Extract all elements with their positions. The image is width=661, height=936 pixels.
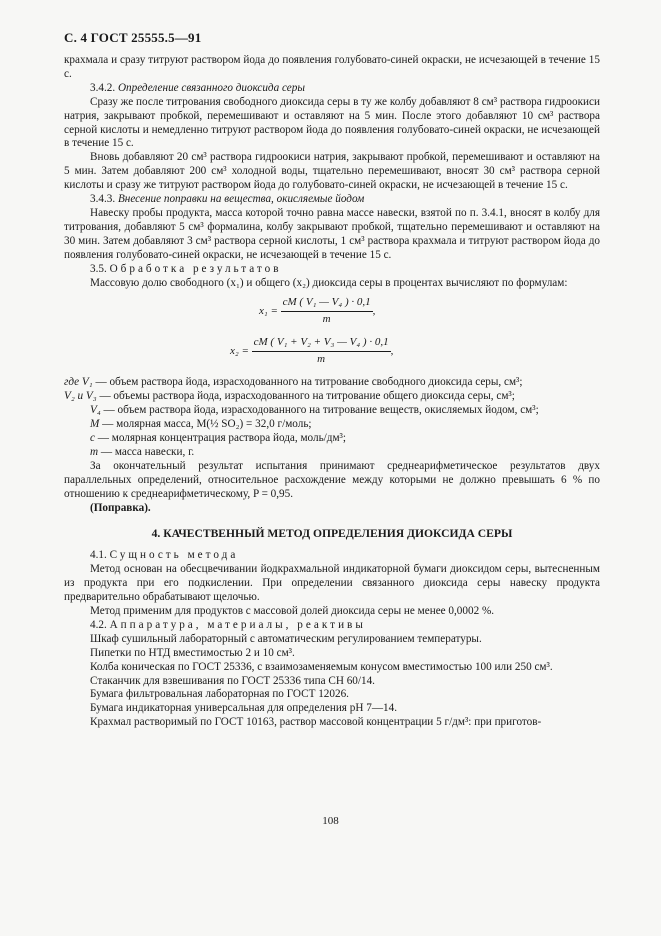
denominator: m [317,353,326,366]
formula-x2 [230,336,393,367]
list-item: Стаканчик для взвешивания по ГОСТ 25336 типа СН 60/14. [90,674,375,687]
legend-text: — объем раствора йода, израсходованного на титрование свободного диоксида серы, см³; [95,376,523,389]
legend-text: — объемы раствора йода, израсходованного на титрование общего диоксида серы, см³; [99,390,515,403]
legend-text: — молярная концентрация раствора йода, моль/дм³; [97,432,347,445]
legend-text: — масса навески, г. [100,445,195,458]
list-item: Крахмал растворимый по ГОСТ 10163, раствор массовой концентрации 5 г/дм³: при приготов- [90,716,542,729]
formula-lhs: x₁ = [259,305,278,318]
numerator: cM ( V₁ — V₄ ) · 0,1 [281,296,373,312]
legend-symbol: где V₁ [64,376,93,389]
paragraph: Сразу же после титрования свободного диоксида серы в ту же колбу добавляют 8 см³ раствора гидроокиси натрия, закрывают пробкой, перемешивают и оставляют на 5 мин. После этого добавляют 10 см³ раствора серной кислоты и немедленно титруют раствором йода до появления голубовато-синей окраски, не исчезающей в течение 15 с. [64,95,600,150]
subsection-number: 4.2. [90,618,107,631]
formula-x1 [259,296,375,327]
subsection-3-4-2 [64,82,600,96]
numerator: cM ( V₁ + V₂ + V₃ — V₄ ) · 0,1 [252,336,391,352]
list-item: Бумага фильтровальная лабораторная по ГОСТ 12026. [90,688,349,701]
formula-tail: , [390,345,394,358]
subsection-number: 4.1. [90,549,107,562]
legend-row [64,446,600,460]
legend-row [64,390,600,404]
subsection-number: 3.4.2. [90,81,116,94]
legend-row [64,432,600,446]
paragraph: Метод основан на обесцвечивании йодкрахмальной индикаторной бумаги диоксидом серы, вытесненным из продукта при его подкислении. При определении связанного диоксида серы навеску продукта предварительно обрабатывают щелочью. [64,563,600,604]
legend-symbol: M [90,418,100,431]
paragraph: Вновь добавляют 20 см³ раствора гидроокиси натрия, закрывают пробкой, перемешивают и оставляют на 5 мин. Затем добавляют 200 см³ холодной воды, тщательно перемешивают, вносят 30 см³ раствора серной кислоты и сразу же титруют раствором йода до голубовато-синей окраски, не исчезающей в течение 15 с. [64,151,600,192]
list-item: Колба коническая по ГОСТ 25336, с взаимозаменяемым конусом вместимостью 100 или 250 см³. [90,660,553,673]
subsection-number: 3.4.3. [90,193,116,206]
section-4-heading: 4. КАЧЕСТВЕННЫЙ МЕТОД ОПРЕДЕЛЕНИЯ ДИОКСИДА СЕРЫ [151,527,513,541]
subsection-4-2 [64,619,600,633]
subsection-title: Определение связанного диоксида серы [117,81,305,94]
legend-row [64,404,600,418]
legend-text: — молярная масса, M(½ SO₂) = 32,0 г/моль; [102,418,312,431]
subsection-title: Сущность метода [109,549,239,562]
paragraph: крахмала и сразу титруют раствором йода до появления голубовато-синей окраски, не исчезающей в течение 15 с. [64,54,600,80]
formula-lhs: x₂ = [230,345,249,358]
subsection-title: Внесение поправки на вещества, окисляемые йодом [117,193,365,206]
paragraph: За окончательный результат испытания принимают среднеарифметическое результатов двух параллельных определений, относительное расхождение между которыми не должно превышать 6 % по отношению к среднеарифметическому, P = 0,95. [64,459,600,500]
legend-symbol: V₂ и V₃ [64,390,97,403]
correction-note: (Поправка). [90,501,151,514]
legend-text: — объем раствора йода, израсходованного на титрование веществ, окисляемых йодом, см³; [103,404,539,417]
legend-row [64,376,600,390]
formula-tail: , [372,305,376,318]
page-header: С. 4 ГОСТ 25555.5—91 [64,30,202,45]
list-item: Пипетки по НТД вместимостью 2 и 10 см³. [90,646,295,659]
document-body [64,54,600,730]
subsection-3-5 [64,263,600,277]
paragraph: Навеску пробы продукта, масса которой точно равна массе навески, взятой по п. 3.4.1, вносят в колбу для титрования, добавляют 5 см³ формалина, колбу закрывают пробкой, тщательно перемешивают и оставляют на 30 мин. Затем добавляют 3 см³ раствора серной кислоты, 1 см³ раствора крахмала и титруют раствором йода до появления голубовато-синей окраски, не исчезающей в течение 15 с. [64,206,600,261]
paragraph: Массовую долю свободного (x₁) и общего (x₂) диоксида серы в процентах вычисляют по формулам: [90,276,568,289]
formula-legend [64,376,600,459]
legend-symbol: m [90,445,99,458]
subsection-3-4-3 [64,193,600,207]
list-item: Бумага индикаторная универсальная для определения pH 7—14. [90,702,397,715]
fraction [281,296,373,327]
fraction [252,336,391,367]
page-number: 108 [322,815,339,827]
formulas [64,290,600,376]
subsection-title: Обработка результатов [109,262,282,275]
denominator: m [322,313,331,326]
subsection-title: Аппаратура, материалы, реактивы [109,618,366,631]
subsection-4-1 [64,549,600,563]
legend-row [64,418,600,432]
paragraph: Метод применим для продуктов с массовой долей диоксида серы не менее 0,0002 %. [90,605,495,617]
legend-symbol: c [90,432,95,445]
subsection-number: 3.5. [90,262,107,275]
list-item: Шкаф сушильный лабораторный с автоматическим регулированием температуры. [90,632,482,645]
legend-symbol: V₄ [90,404,101,417]
